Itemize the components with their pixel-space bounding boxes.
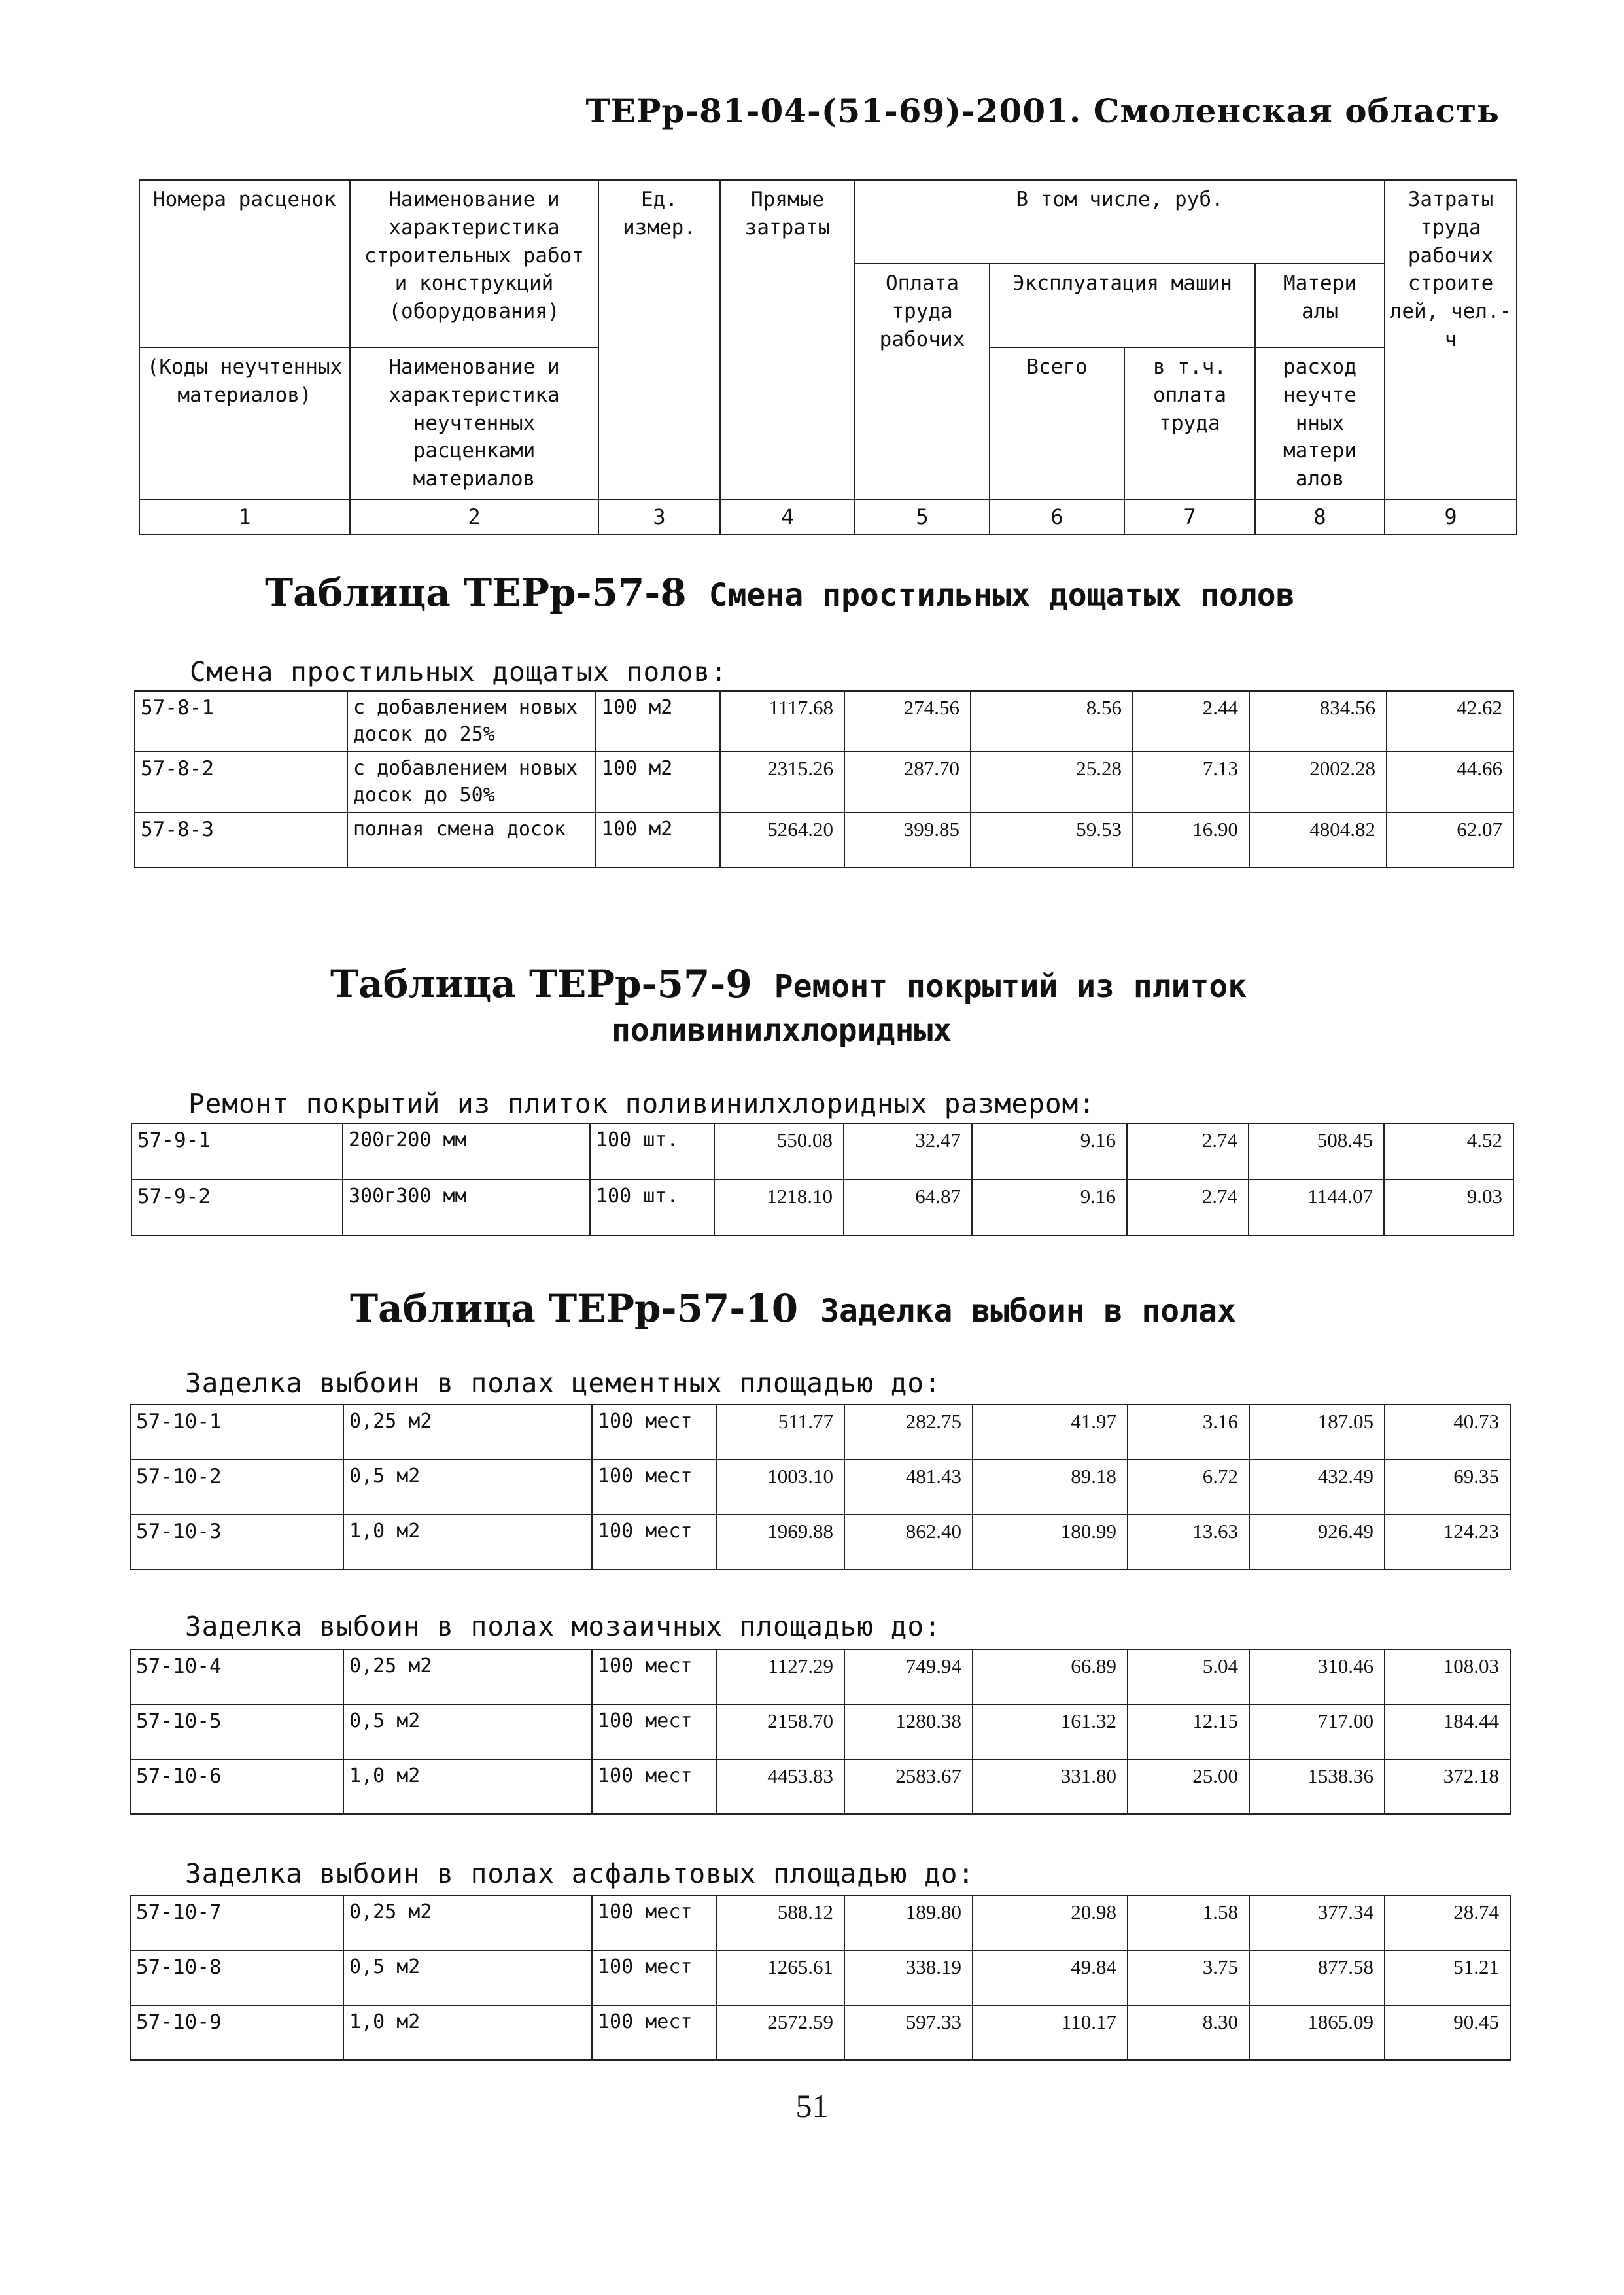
cell-direct-costs: 4453.83: [716, 1759, 844, 1814]
cell-work-name: 0,5 м2: [343, 1704, 592, 1759]
cell-rate-code: 57-10-4: [130, 1649, 343, 1704]
cell-materials: 187.05: [1249, 1405, 1385, 1460]
group-subtitle: Смена простильных дощатых полов:: [190, 656, 727, 688]
cell-materials: 1865.09: [1249, 2005, 1385, 2060]
cell-machine-pay: 3.16: [1128, 1405, 1249, 1460]
cell-machine-pay: 6.72: [1128, 1460, 1249, 1515]
table-row: [135, 813, 1513, 867]
cell-worker-pay: 32.47: [844, 1123, 972, 1180]
rates-table: [134, 690, 1514, 868]
column-number: 7: [1124, 499, 1255, 534]
group-rows: [130, 1405, 1510, 1569]
cell-rate-code: 57-10-9: [130, 2005, 343, 2060]
cell-work-name: 0,5 м2: [343, 1460, 592, 1515]
cell-machine-total: 331.80: [973, 1759, 1128, 1814]
cell-labor-hours: 9.03: [1384, 1180, 1513, 1236]
group-rows: [130, 1895, 1510, 2060]
cell-labor-hours: 44.66: [1387, 752, 1513, 813]
header-rate-numbers: Номера расценок: [139, 180, 350, 347]
cell-worker-pay: 189.80: [844, 1895, 973, 1950]
cell-worker-pay: 282.75: [844, 1405, 973, 1460]
cell-machine-total: 49.84: [973, 1950, 1128, 2005]
column-number: 3: [598, 499, 720, 534]
table-row: [130, 1950, 1510, 2005]
page-number: 51: [795, 2088, 829, 2124]
header-material-name: Наименование и характеристика неучтенных расценками материалов: [350, 347, 598, 499]
header-worker-pay: Оплата труда рабочих: [855, 264, 990, 499]
cell-machine-pay: 13.63: [1128, 1515, 1249, 1569]
table-row: [130, 1405, 1510, 1460]
document-header: ТЕРр-81-04-(51-69)-2001. Смоленская область: [585, 92, 1500, 130]
cell-work-name: 1,0 м2: [343, 1515, 592, 1569]
cell-machine-pay: 12.15: [1128, 1704, 1249, 1759]
cell-worker-pay: 2583.67: [844, 1759, 973, 1814]
cell-unit: 100 м2: [596, 813, 720, 867]
cell-worker-pay: 1280.38: [844, 1704, 973, 1759]
cell-materials: 2002.28: [1249, 752, 1387, 813]
cell-work-name: 1,0 м2: [343, 2005, 592, 2060]
rates-table: [130, 1404, 1511, 1570]
cell-direct-costs: 1127.29: [716, 1649, 844, 1704]
cell-work-name: с добавлением новых досок до 50%: [347, 752, 596, 813]
cell-machine-total: 180.99: [973, 1515, 1128, 1569]
cell-direct-costs: 2158.70: [716, 1704, 844, 1759]
cell-rate-code: 57-8-1: [135, 691, 347, 752]
title-code: ТЕРр-57-8: [463, 570, 687, 615]
table-title-line2: поливинилхлоридных: [612, 1012, 952, 1049]
cell-unit: 100 мест: [592, 1649, 716, 1704]
cell-machine-pay: 5.04: [1128, 1649, 1249, 1704]
cell-machine-total: 110.17: [973, 2005, 1128, 2060]
title-code: ТЕРр-57-9: [528, 962, 752, 1006]
cell-work-name: полная смена досок: [347, 813, 596, 867]
cell-rate-code: 57-10-5: [130, 1704, 343, 1759]
cell-machine-total: 8.56: [971, 691, 1133, 752]
title-word: Таблица: [350, 1286, 536, 1331]
table-row: [135, 752, 1513, 813]
header-unaccounted-materials: расход неучте нных матери алов: [1255, 347, 1385, 499]
cell-unit: 100 мест: [592, 1704, 716, 1759]
cell-labor-hours: 42.62: [1387, 691, 1513, 752]
cell-unit: 100 мест: [592, 1759, 716, 1814]
cell-materials: 877.58: [1249, 1950, 1385, 2005]
cell-work-name: 0,5 м2: [343, 1950, 592, 2005]
cell-machine-total: 66.89: [973, 1649, 1128, 1704]
cell-worker-pay: 338.19: [844, 1950, 973, 2005]
table-row: [131, 1123, 1513, 1180]
cell-materials: 377.34: [1249, 1895, 1385, 1950]
cell-worker-pay: 287.70: [844, 752, 971, 813]
table-row: [130, 1460, 1510, 1515]
cell-work-name: 1,0 м2: [343, 1759, 592, 1814]
title-text: Ремонт покрытий из плиток: [774, 968, 1247, 1005]
cell-work-name: 0,25 м2: [343, 1895, 592, 1950]
cell-labor-hours: 108.03: [1385, 1649, 1510, 1704]
cell-direct-costs: 5264.20: [720, 813, 844, 867]
cell-materials: 508.45: [1249, 1123, 1384, 1180]
cell-rate-code: 57-10-8: [130, 1950, 343, 2005]
header-machine-operation: Эксплуатация машин: [990, 264, 1255, 347]
header-work-name: Наименование и характеристика строительных работ и конструкций (оборудования): [350, 180, 598, 347]
group-subtitle: Заделка выбоин в полах асфальтовых площадью до:: [185, 1858, 975, 1889]
group-subtitle: Заделка выбоин в полах мозаичных площадью до:: [185, 1611, 941, 1642]
group-subtitle: Заделка выбоин в полах цементных площадью до:: [185, 1367, 941, 1399]
cell-labor-hours: 69.35: [1385, 1460, 1510, 1515]
cell-unit: 100 мест: [592, 1405, 716, 1460]
cell-direct-costs: 1265.61: [716, 1950, 844, 2005]
cell-machine-pay: 2.74: [1127, 1180, 1249, 1236]
cell-machine-total: 161.32: [973, 1704, 1128, 1759]
cell-unit: 100 шт.: [590, 1180, 714, 1236]
header-material-codes: (Коды неучтенных материалов): [139, 347, 350, 499]
rates-table: [130, 1895, 1511, 2061]
cell-rate-code: 57-9-2: [131, 1180, 343, 1236]
cell-machine-total: 9.16: [972, 1123, 1127, 1180]
group-subtitle: Ремонт покрытий из плиток поливинилхлоридных размером:: [188, 1088, 1096, 1119]
column-number: 1: [139, 499, 350, 534]
table-title: [330, 962, 1247, 1006]
cell-unit: 100 мест: [592, 1515, 716, 1569]
table-row: [130, 1704, 1510, 1759]
cell-labor-hours: 40.73: [1385, 1405, 1510, 1460]
table-row: [130, 1649, 1510, 1704]
header-unit: Ед. измер.: [598, 180, 720, 499]
cell-labor-hours: 51.21: [1385, 1950, 1510, 2005]
cell-worker-pay: 749.94: [844, 1649, 973, 1704]
cell-rate-code: 57-10-2: [130, 1460, 343, 1515]
cell-machine-pay: 3.75: [1128, 1950, 1249, 2005]
cell-rate-code: 57-10-7: [130, 1895, 343, 1950]
title-text: Заделка выбоин в полах: [820, 1293, 1236, 1329]
cell-unit: 100 мест: [592, 2005, 716, 2060]
cell-machine-total: 20.98: [973, 1895, 1128, 1950]
cell-rate-code: 57-10-1: [130, 1405, 343, 1460]
cell-materials: 834.56: [1249, 691, 1387, 752]
cell-machine-total: 89.18: [973, 1460, 1128, 1515]
title-word: Таблица: [265, 570, 451, 615]
cell-machine-pay: 2.74: [1127, 1123, 1249, 1180]
header-materials: Матери алы: [1255, 264, 1385, 347]
cell-labor-hours: 28.74: [1385, 1895, 1510, 1950]
cell-materials: 717.00: [1249, 1704, 1385, 1759]
table-row: [131, 1180, 1513, 1236]
cell-unit: 100 мест: [592, 1460, 716, 1515]
column-number: 8: [1255, 499, 1385, 534]
cell-machine-total: 9.16: [972, 1180, 1127, 1236]
cell-materials: 4804.82: [1249, 813, 1387, 867]
table-row: [130, 1759, 1510, 1814]
column-number: 5: [855, 499, 990, 534]
cell-labor-hours: 184.44: [1385, 1704, 1510, 1759]
cell-materials: 432.49: [1249, 1460, 1385, 1515]
cell-work-name: 300г300 мм: [343, 1180, 590, 1236]
cell-unit: 100 мест: [592, 1950, 716, 2005]
group-rows: [135, 691, 1513, 867]
rates-table: [131, 1123, 1514, 1236]
cell-direct-costs: 1003.10: [716, 1460, 844, 1515]
cell-materials: 926.49: [1249, 1515, 1385, 1569]
header-machine-total: Всего: [990, 347, 1124, 499]
cell-machine-pay: 1.58: [1128, 1895, 1249, 1950]
cell-work-name: 0,25 м2: [343, 1405, 592, 1460]
cell-labor-hours: 62.07: [1387, 813, 1513, 867]
cell-worker-pay: 64.87: [844, 1180, 972, 1236]
cell-machine-pay: 2.44: [1133, 691, 1249, 752]
title-text: Смена простильных дощатых полов: [708, 577, 1295, 614]
cell-unit: 100 м2: [596, 691, 720, 752]
column-number: 9: [1385, 499, 1517, 534]
cell-machine-total: 41.97: [973, 1405, 1128, 1460]
cell-direct-costs: 511.77: [716, 1405, 844, 1460]
cell-worker-pay: 597.33: [844, 2005, 973, 2060]
cell-rate-code: 57-9-1: [131, 1123, 343, 1180]
cell-rate-code: 57-8-2: [135, 752, 347, 813]
header-machine-pay: в т.ч. оплата труда: [1124, 347, 1255, 499]
table-row: [130, 1515, 1510, 1569]
cell-materials: 310.46: [1249, 1649, 1385, 1704]
header-labor-costs: Затраты труда рабочих строите лей, чел.-ч: [1385, 180, 1517, 499]
cell-unit: 100 шт.: [590, 1123, 714, 1180]
cell-machine-pay: 8.30: [1128, 2005, 1249, 2060]
cell-work-name: с добавлением новых досок до 25%: [347, 691, 596, 752]
group-rows: [130, 1649, 1510, 1814]
cell-direct-costs: 1969.88: [716, 1515, 844, 1569]
cell-unit: 100 м2: [596, 752, 720, 813]
cell-rate-code: 57-10-3: [130, 1515, 343, 1569]
cell-machine-pay: 7.13: [1133, 752, 1249, 813]
cell-work-name: 200г200 мм: [343, 1123, 590, 1180]
table-row: [135, 691, 1513, 752]
cell-labor-hours: 90.45: [1385, 2005, 1510, 2060]
table-title: [350, 1286, 1236, 1331]
cell-machine-pay: 25.00: [1128, 1759, 1249, 1814]
column-header-table: [139, 179, 1517, 535]
cell-worker-pay: 399.85: [844, 813, 971, 867]
cell-direct-costs: 2572.59: [716, 2005, 844, 2060]
cell-machine-total: 59.53: [971, 813, 1133, 867]
header-direct-costs: Прямые затраты: [720, 180, 855, 499]
cell-worker-pay: 862.40: [844, 1515, 973, 1569]
column-number: 4: [720, 499, 855, 534]
cell-materials: 1144.07: [1249, 1180, 1384, 1236]
cell-labor-hours: 124.23: [1385, 1515, 1510, 1569]
cell-direct-costs: 2315.26: [720, 752, 844, 813]
rates-table: [130, 1649, 1511, 1815]
cell-worker-pay: 274.56: [844, 691, 971, 752]
column-number: 6: [990, 499, 1124, 534]
cell-labor-hours: 372.18: [1385, 1759, 1510, 1814]
cell-rate-code: 57-10-6: [130, 1759, 343, 1814]
cell-direct-costs: 1218.10: [714, 1180, 844, 1236]
cell-labor-hours: 4.52: [1384, 1123, 1513, 1180]
title-word: Таблица: [330, 962, 516, 1006]
cell-direct-costs: 1117.68: [720, 691, 844, 752]
cell-work-name: 0,25 м2: [343, 1649, 592, 1704]
header-including: В том числе, руб.: [855, 180, 1385, 264]
title-code: ТЕРр-57-10: [548, 1286, 799, 1331]
column-number: 2: [350, 499, 598, 534]
cell-rate-code: 57-8-3: [135, 813, 347, 867]
cell-direct-costs: 588.12: [716, 1895, 844, 1950]
cell-direct-costs: 550.08: [714, 1123, 844, 1180]
cell-unit: 100 мест: [592, 1895, 716, 1950]
table-row: [130, 1895, 1510, 1950]
group-rows: [131, 1123, 1513, 1236]
cell-machine-pay: 16.90: [1133, 813, 1249, 867]
cell-materials: 1538.36: [1249, 1759, 1385, 1814]
table-title: [265, 570, 1295, 615]
table-row: [130, 2005, 1510, 2060]
cell-machine-total: 25.28: [971, 752, 1133, 813]
cell-worker-pay: 481.43: [844, 1460, 973, 1515]
